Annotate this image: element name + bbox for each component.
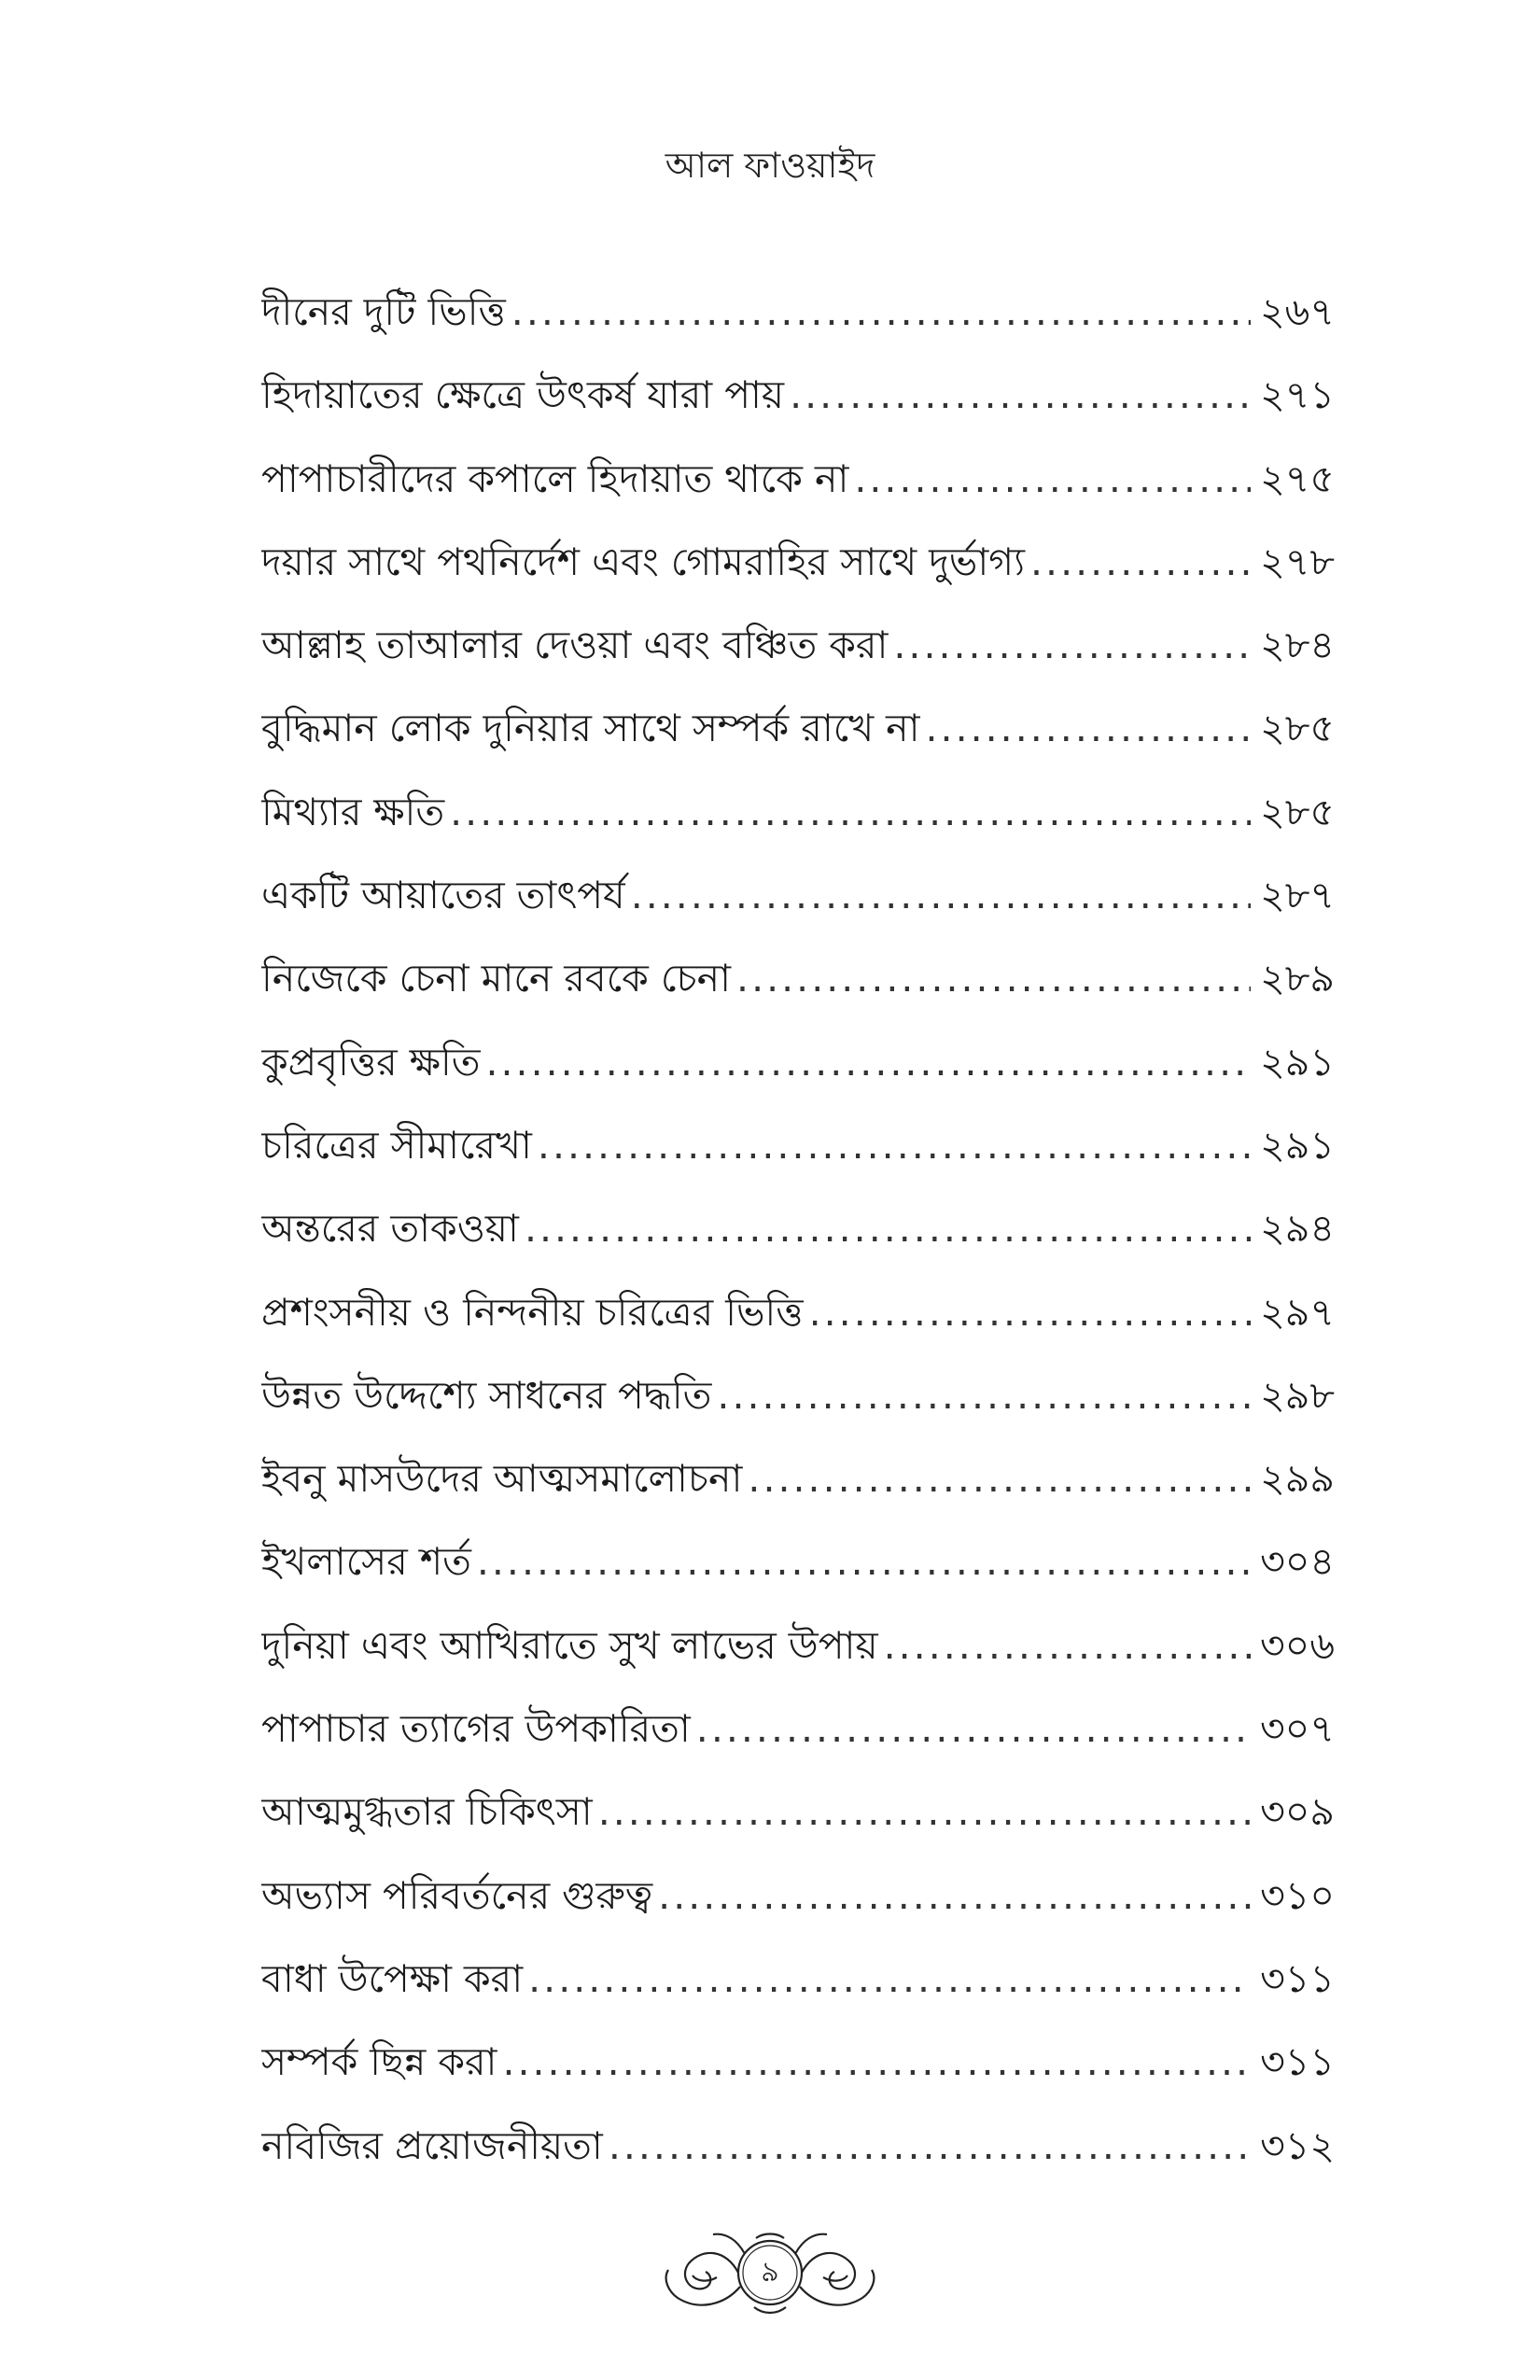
toc-dot-leader (528, 1938, 1251, 2021)
toc-entry-title: ইবনু মাসউদের আত্মসমালোচনা (261, 1456, 743, 1502)
toc-entry-page: ২৯১ (1260, 1039, 1335, 1085)
toc-entry-page: ২৮৪ (1260, 623, 1335, 668)
toc-entry-page: ২৭৮ (1260, 539, 1335, 584)
toc-entry (261, 1354, 1335, 1437)
toc-entry (261, 854, 1335, 937)
toc-entry (261, 1771, 1335, 1854)
toc-entry (261, 1187, 1335, 1270)
toc-entry (261, 1938, 1335, 2021)
toc-entry-title: হিদায়াতের ক্ষেত্রে উৎকর্ষ যারা পায় (261, 372, 785, 418)
toc-dot-leader (893, 604, 1251, 687)
toc-entry-page: ৩০৯ (1260, 1789, 1335, 1835)
toc-entry-page: ২৮৫ (1260, 789, 1335, 834)
toc-entry-title: উন্নত উদ্দেশ্যে সাধনের পদ্ধতি (261, 1372, 712, 1418)
toc-entry (261, 438, 1335, 521)
toc-entry (261, 2105, 1335, 2188)
toc-entry (261, 271, 1335, 354)
toc-entry-title: ইখলাসের শর্ত (261, 1539, 471, 1585)
toc-entry-title: নিজেকে চেনা মানে রবকে চেনা (261, 956, 732, 1001)
toc-entry-page: ২৯৯ (1260, 1456, 1335, 1502)
toc-dot-leader (736, 937, 1251, 1020)
toc-entry-page: ২৮৫ (1260, 706, 1335, 751)
toc-entry-title: সম্পর্ক ছিন্ন করা (261, 2039, 497, 2085)
toc-entry-title: দয়ার সাথে পথনির্দেশ এবং গোমরাহির সাথে দুর্ভাগ্য (261, 539, 1026, 584)
toc-entry (261, 604, 1335, 687)
toc-entry-page: ২৭১ (1260, 372, 1335, 418)
toc-entry-page: ২৯৪ (1260, 1206, 1335, 1252)
toc-dot-leader (598, 1771, 1251, 1854)
toc-entry (261, 1437, 1335, 1520)
toc-entry-page: ২৮৯ (1260, 956, 1335, 1001)
toc-entry-title: পাপাচারীদের কপালে হিদায়াত থাকে না (261, 455, 849, 501)
toc-entry-title: অভ্যাস পরিবর্তনের গুরুত্ব (261, 1872, 653, 1918)
toc-entry (261, 1520, 1335, 1603)
toc-dot-leader (525, 1187, 1251, 1270)
toc-entry-title: বুদ্ধিমান লোক দুনিয়ার সাথে সম্পর্ক রাখে না (261, 706, 920, 751)
toc-entry-page: ৩০৪ (1260, 1539, 1335, 1585)
toc-entry-title: কুপ্রবৃত্তির ক্ষতি (261, 1039, 481, 1085)
toc-dot-leader (511, 271, 1251, 354)
table-of-contents (261, 271, 1335, 2188)
toc-dot-leader (696, 1687, 1251, 1771)
toc-entry (261, 354, 1335, 437)
toc-dot-leader (538, 1104, 1251, 1187)
toc-entry-title: আল্লাহ তাআলার দেওয়া এবং বঞ্চিত করা (261, 623, 889, 668)
page-number: ৯ (761, 2256, 779, 2289)
toc-entry-page: ২৯৮ (1260, 1372, 1335, 1418)
toc-entry (261, 1687, 1335, 1771)
toc-entry-page: ৩০৭ (1260, 1706, 1335, 1752)
toc-dot-leader (854, 438, 1251, 521)
toc-entry (261, 1104, 1335, 1187)
toc-entry-title: বাধা উপেক্ষা করা (261, 1955, 524, 2001)
toc-entry-title: নবিজির প্রয়োজনীয়তা (261, 2122, 603, 2168)
toc-entry (261, 521, 1335, 604)
toc-entry (261, 2021, 1335, 2104)
toc-entry-title: পাপাচার ত্যাগের উপকারিতা (261, 1706, 691, 1752)
toc-entry-title: অন্তরের তাকওয়া (261, 1206, 519, 1252)
toc-dot-leader (790, 354, 1251, 437)
toc-entry (261, 1855, 1335, 1938)
toc-entry (261, 1271, 1335, 1354)
toc-entry (261, 771, 1335, 854)
toc-dot-leader (884, 1604, 1251, 1687)
toc-dot-leader (926, 687, 1251, 770)
toc-dot-leader (477, 1520, 1251, 1603)
toc-entry-title: মিথ্যার ক্ষতি (261, 789, 445, 834)
toc-entry-page: ২৬৭ (1260, 289, 1335, 334)
toc-entry-title: দুনিয়া এবং আখিরাতে সুখ লাভের উপায় (261, 1622, 878, 1668)
toc-dot-leader (450, 771, 1251, 854)
toc-entry-title: দীনের দুটি ভিত্তি (261, 289, 506, 334)
toc-dot-leader (609, 2105, 1251, 2188)
toc-entry-page: ২৯৭ (1260, 1289, 1335, 1335)
toc-entry-title: একটি আয়াতের তাৎপর্য (261, 873, 625, 918)
toc-entry-page: ৩১২ (1260, 2122, 1335, 2168)
toc-dot-leader (809, 1271, 1251, 1354)
toc-entry-page: ২৯১ (1260, 1122, 1335, 1168)
toc-entry-page: ৩০৬ (1260, 1622, 1335, 1668)
toc-entry-page: ৩১০ (1260, 1872, 1335, 1918)
toc-entry-page: ২৭৫ (1260, 455, 1335, 501)
toc-entry (261, 1021, 1335, 1104)
toc-dot-leader (485, 1021, 1251, 1104)
toc-entry (261, 937, 1335, 1020)
running-head-title: আল ফাওয়াইদ (665, 145, 875, 186)
toc-dot-leader (631, 854, 1251, 937)
toc-dot-leader (717, 1354, 1251, 1437)
toc-entry-page: ২৮৭ (1260, 873, 1335, 918)
toc-dot-leader (658, 1855, 1251, 1938)
toc-entry-page: ৩১১ (1260, 1955, 1335, 2001)
toc-entry-page: ৩১১ (1260, 2039, 1335, 2085)
toc-entry-title: আত্মমুগ্ধতার চিকিৎসা (261, 1789, 593, 1835)
toc-entry (261, 1604, 1335, 1687)
toc-dot-leader (502, 2021, 1251, 2104)
toc-dot-leader (748, 1437, 1251, 1520)
toc-entry (261, 687, 1335, 770)
toc-entry-title: প্রশংসনীয় ও নিন্দনীয় চরিত্রের ভিত্তি (261, 1289, 804, 1335)
toc-entry-title: চরিত্রের সীমারেখা (261, 1122, 532, 1168)
toc-dot-leader (1030, 521, 1251, 604)
